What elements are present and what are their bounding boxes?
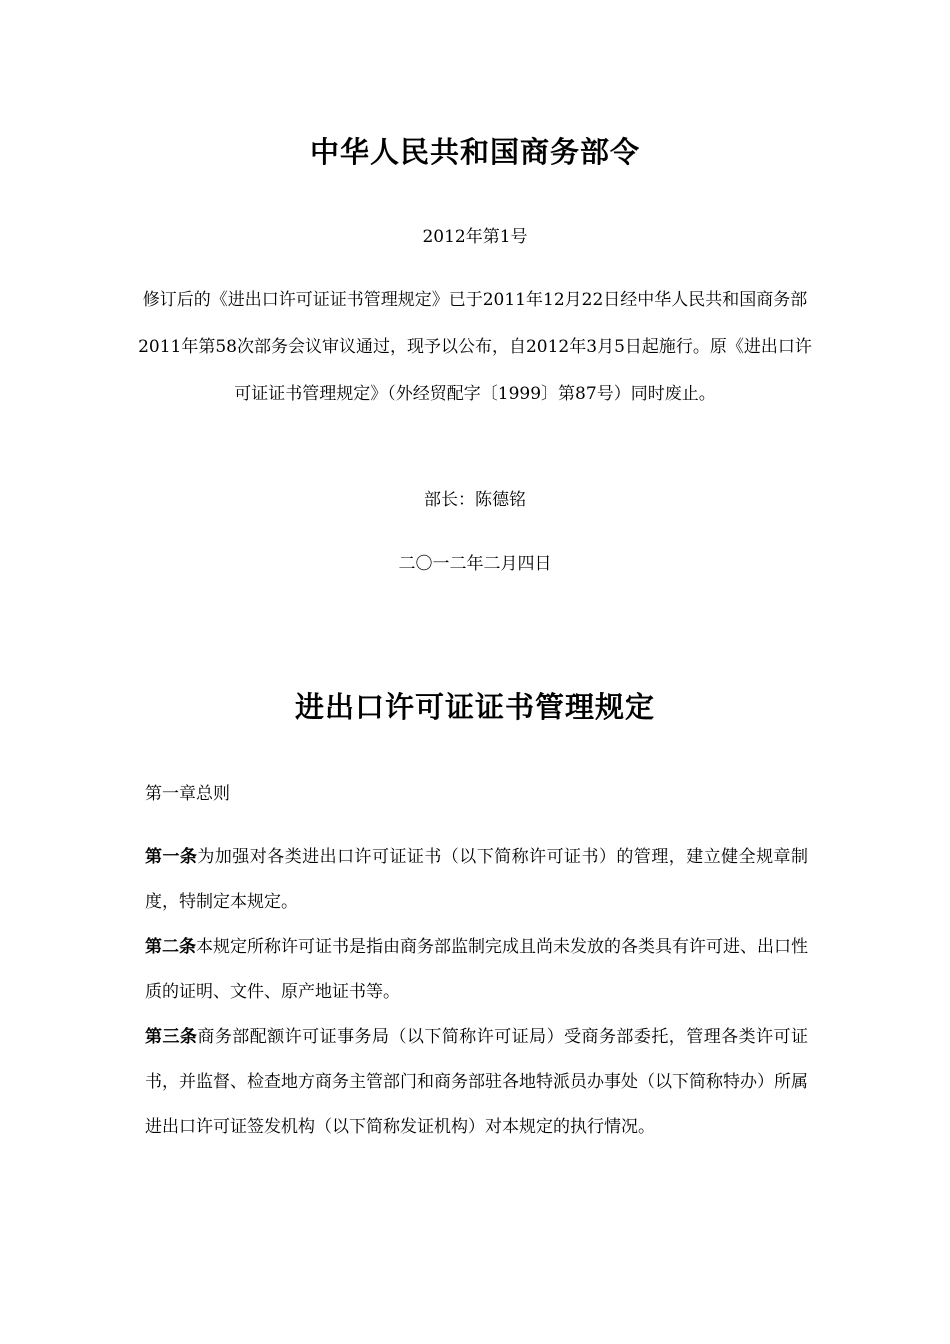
article-number: 第二条 [145, 937, 196, 957]
order-title: 中华人民共和国商务部令 [309, 135, 640, 169]
article-text: 本规定所称许可证书是指由商务部监制完成且尚未发放的各类具有许可进、出口性质的证明、文件、原产地证书等。 [145, 937, 808, 1002]
chapter-heading: 第一章总则 [145, 784, 230, 804]
order-preamble: 修订后的《进出口许可证证书管理规定》已于2011年12月22日经中华人民共和国商务部2011年第58次部务会议审议通过，现予以公布，自2012年3月5日起施行。原《进出口许可证证书管理规定》（外经贸配字〔1999〕第87号）同时废止。 [138, 290, 812, 404]
article-number: 第一条 [145, 847, 198, 867]
regulation-title: 进出口许可证证书管理规定 [294, 690, 655, 724]
article-text: 商务部配额许可证事务局（以下简称许可证局）受商务部委托，管理各类许可证书，并监督、检查地方商务主管部门和商务部驻各地特派员办事处（以下简称特办）所属进出口许可证签发机构（以下简称发证机构）对本规定的执行情况。 [145, 1027, 809, 1137]
article-text: 为加强对各类进出口许可证证书（以下简称许可证书）的管理，建立健全规章制度，特制定本规定。 [145, 847, 809, 912]
article-number: 第三条 [145, 1027, 198, 1047]
order-number: 2012年第1号 [422, 227, 528, 247]
minister-signature: 部长：陈德铭 [424, 490, 526, 510]
article-1 [145, 835, 808, 925]
article-3 [145, 1015, 808, 1150]
order-date: 二〇一二年二月四日 [398, 554, 552, 574]
article-2 [145, 925, 808, 1015]
